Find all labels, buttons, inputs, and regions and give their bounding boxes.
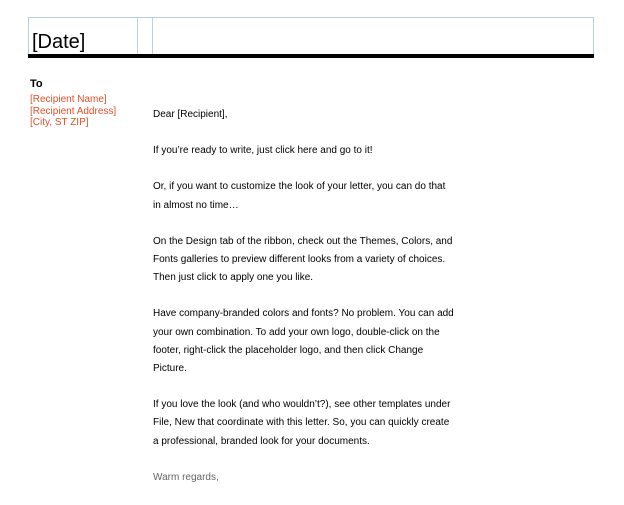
letter-body[interactable] [153, 106, 483, 505]
recipient-block [30, 94, 116, 129]
recipient-address-field[interactable]: [Recipient Address] [30, 105, 117, 117]
recipient-city-field[interactable]: [City, ST ZIP] [30, 117, 89, 128]
paragraph[interactable]: On the Design tab of the ribbon, check out the Themes, Colors, and Fonts galleries to preview different looks from a variety of choices. Then just click to apply one you like. [153, 235, 453, 284]
recipient-name-field[interactable]: [Recipient Name] [30, 94, 107, 105]
paragraph[interactable]: If you’re ready to write, just click here and go to it! [153, 145, 373, 157]
closing[interactable]: Warm regards, [153, 471, 219, 483]
paragraph[interactable]: If you love the look (and who wouldn’t?), see other templates under File, New that coordinate with this letter. So, you can quickly create a professional, branded look for your documents. [153, 399, 451, 447]
date-field[interactable]: [Date] [32, 31, 86, 53]
salutation[interactable]: Dear [Recipient], [153, 109, 228, 120]
header-rule [28, 54, 594, 58]
table-cell-divider [152, 18, 153, 58]
paragraph[interactable]: Have company-branded colors and fonts? No problem. You can add your own combination. To add your own logo, double-click on the footer, right-click the placeholder logo, and then click Change Picture. [153, 308, 454, 375]
paragraph[interactable]: Or, if you want to customize the look of your letter, you can do that in almost no time… [153, 181, 446, 211]
header-table-gridlines [28, 17, 594, 57]
to-label: To [30, 78, 43, 90]
table-cell-divider [137, 18, 138, 58]
